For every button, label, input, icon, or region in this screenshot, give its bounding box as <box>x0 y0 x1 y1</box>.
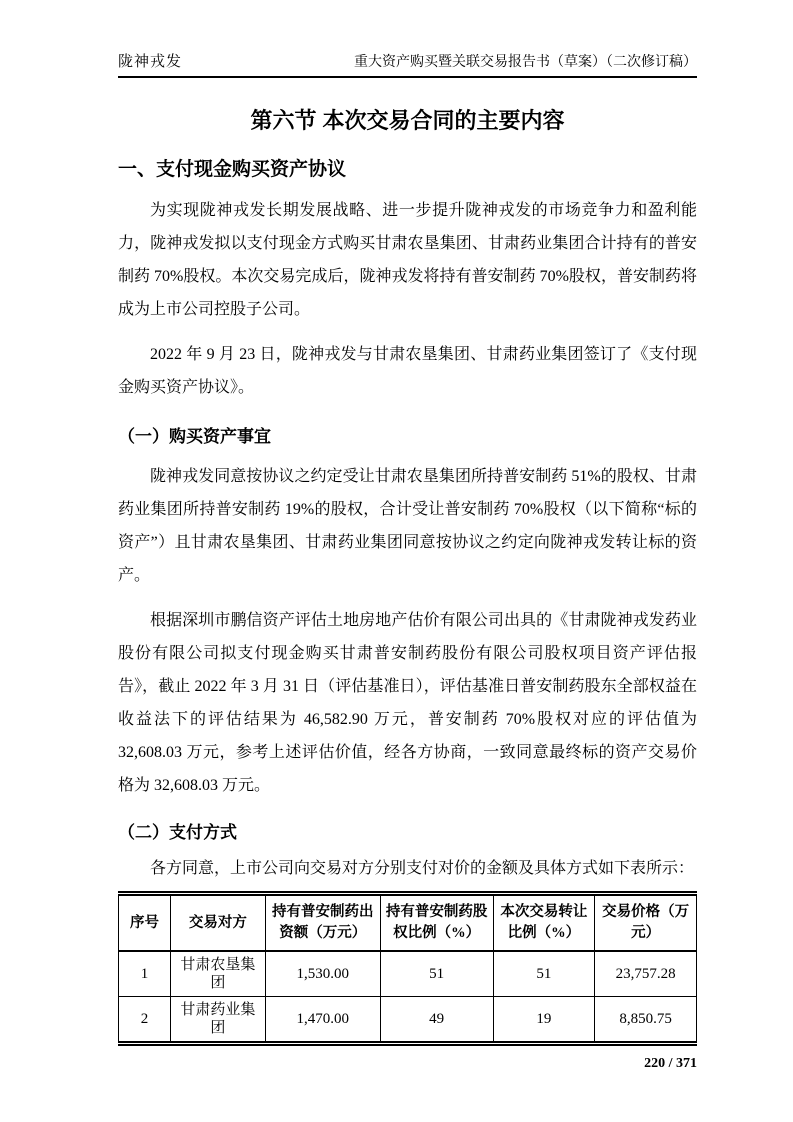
chapter-title: 第六节 本次交易合同的主要内容 <box>250 108 565 133</box>
table-cell-counterparty: 甘肃药业集团 <box>171 997 266 1044</box>
paragraph-signing-date: 2022 年 9 月 23 日，陇神戎发与甘肃农垦集团、甘肃药业集团签订了《支付现金购买资产协议》。 <box>118 346 697 396</box>
table-header-row <box>119 894 697 952</box>
table-cell-counterparty: 甘肃农垦集团 <box>171 951 266 997</box>
table-header-counterparty: 交易对方 <box>171 894 266 952</box>
table-header-equity-ratio: 持有普安制药股权比例（%） <box>380 894 493 952</box>
paragraph-equity-transfer: 陇神戎发同意按协议之约定受让甘肃农垦集团所持普安制药 51%的股权、甘肃药业集团所持普安制药 19%的股权，合计受让普安制药 70%股权（以下简称“标的资产”）且甘肃农垦集团、甘肃药业集团同意按协议之约定向陇神戎发转让标的资产。 <box>118 468 697 584</box>
table-cell-equity-ratio: 51 <box>380 951 493 997</box>
table-cell-index: 2 <box>119 997 171 1044</box>
table-header-price: 交易价格（万元） <box>595 894 697 952</box>
subsection-heading-payment-method: （二）支付方式 <box>118 823 237 842</box>
table-cell-price: 23,757.28 <box>595 951 697 997</box>
paragraph-valuation: 根据深圳市鹏信资产评估土地房地产估价有限公司出具的《甘肃陇神戎发药业股份有限公司拟支付现金购买甘肃普安制药股份有限公司股权项目资产评估报告》，截止 2022 年 3 月 31 日（评估基准日），评估基准日普安制药股东全部权益在收益法下的评估结果为 46,582.90 万元，普安制药 70%股权对应的评估值为 32,608.03 万元，参考上述评估价值，经各方协商，一致同意最终标的资产交易价格为 32,608.03 万元。 <box>118 612 697 794</box>
payment-table <box>118 891 697 1046</box>
table-row <box>119 951 697 997</box>
payment-table-body <box>119 951 697 1044</box>
running-header <box>118 50 697 78</box>
section-heading-payment-agreement: 一、支付现金购买资产协议 <box>118 159 347 180</box>
table-cell-price: 8,850.75 <box>595 997 697 1044</box>
header-company-name: 陇神戎发 <box>118 54 183 70</box>
header-report-title: 重大资产购买暨关联交易报告书（草案）（二次修订稿） <box>354 55 697 70</box>
table-cell-equity-ratio: 49 <box>380 997 493 1044</box>
table-cell-capital-contribution: 1,530.00 <box>265 951 380 997</box>
payment-table-head <box>119 894 697 952</box>
table-cell-index: 1 <box>119 951 171 997</box>
table-cell-transfer-ratio: 19 <box>493 997 595 1044</box>
table-cell-transfer-ratio: 51 <box>493 951 595 997</box>
subsection-heading-asset-purchase: （一）购买资产事宜 <box>118 427 271 446</box>
table-row <box>119 997 697 1044</box>
paragraph-strategy: 为实现陇神戎发长期发展战略、进一步提升陇神戎发的市场竞争力和盈利能力，陇神戎发拟以支付现金方式购买甘肃农垦集团、甘肃药业集团合计持有的普安制药 70%股权。本次交易完成后，陇神戎发将持有普安制药 70%股权，普安制药将成为上市公司控股子公司。 <box>118 202 697 318</box>
page-number: 220 / 371 <box>644 1056 697 1071</box>
table-cell-capital-contribution: 1,470.00 <box>265 997 380 1044</box>
table-header-transfer-ratio: 本次交易转让比例（%） <box>493 894 595 952</box>
paragraph-payment-intro: 各方同意，上市公司向交易对方分别支付对价的金额及具体方式如下表所示： <box>150 860 695 877</box>
table-header-index: 序号 <box>119 894 171 952</box>
table-header-capital-contribution: 持有普安制药出资额（万元） <box>265 894 380 952</box>
